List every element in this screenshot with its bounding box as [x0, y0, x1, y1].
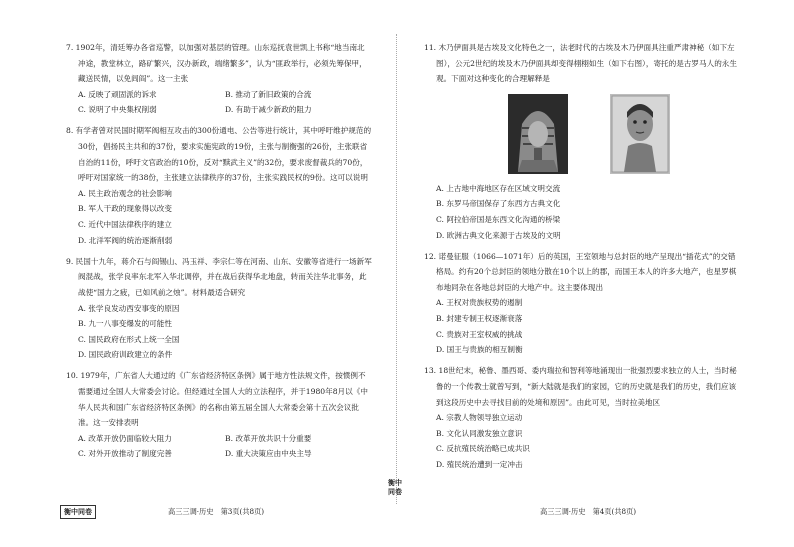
option-row [78, 102, 372, 118]
option-c: C. 国民政府在形式上统一全国 [78, 334, 180, 344]
center-seal: 衡中同卷 [388, 478, 402, 496]
option-c: C. 对外开放推动了制度完善 [78, 449, 172, 459]
question-stem: 10. 1979年，广东省人大通过的《广东省经济特区条例》属于地方性法规文件，按惯例不需要通过全国人大常委会讨论。但经通过全国人大的立法程序，并于1980年8月以《中华人民共和国广东省经济特区条例》的名称由第五届全国人大常委会第十五次会议批准。这一安排表明 [66, 371, 368, 428]
option-d: D. 国民政府训政建立的条件 [78, 350, 173, 360]
option-b: B. 九一八事变爆发的可能性 [78, 319, 172, 329]
option-d: D. 国王与贵族的相互制衡 [436, 345, 523, 355]
question-13 [424, 363, 742, 472]
option-c: C. 反抗殖民统治略已成共识 [436, 444, 530, 454]
option-row [78, 431, 372, 447]
question-stem: 11. 木乃伊面具是古埃及文化特色之一，法老时代的古埃及木乃伊面具注重严肃神秘（如下左图），公元2世纪的埃及木乃伊面具却变得栩栩如生（如下右图），寄托的是古罗马人的永生观。下面对这种变化的合理解释是 [424, 43, 737, 84]
mummy-mask-images [508, 94, 742, 174]
question-stem: 9. 民国十九年，蒋介石与阎锡山、冯玉祥、李宗仁等在河南、山东、安徽等省进行一场新军阀混战，张学良率东北军入华北调停，并在战后获得华北地盘，转而关注华北事务，此战使“国力之疲，已如风前之烛”。材料最适合研究 [66, 256, 372, 297]
question-stem: 13. 18世纪末，秘鲁、墨西哥、委内瑞拉和智利等地涌现出一批强烈要求独立的人士，当时秘鲁的一个传教士就曾写到，“新大陆就是我们的家园，它的历史就是我们的历史，我们应该到这段历史中去寻找目前的处境和原因”。由此可见，当时拉美地区 [424, 366, 737, 407]
option-b: B. 东罗马帝国保存了东西方古典文化 [436, 199, 561, 209]
right-page-number: 高三三调·历史 第4页(共8页) [540, 507, 637, 516]
question-stem: 12. 诺曼征服（1066—1071年）后的英国，王室领地与总封臣的地产呈现出“插花式”的交错格局。约有20个总封臣的领地分散在10个以上的郡，而国王本人的许多大地产，也星罗棋布地同杂在各地总封臣的大地产中。这主要体现出 [424, 251, 737, 292]
option-a: A. 张学良发动西安事变的原因 [78, 303, 180, 313]
option-d: D. 有助于减少新政的阻力 [225, 105, 312, 115]
option-d: D. 重大决策应由中央主导 [225, 449, 312, 459]
brand-tag: 衡中同卷 [60, 505, 96, 519]
option-c: C. 说明了中央集权削弱 [78, 105, 157, 115]
question-7 [66, 40, 372, 118]
question-8 [66, 123, 372, 248]
option-b: B. 文化认同激发独立意识 [436, 428, 523, 438]
question-stem: 8. 有学者曾对民国时期军阀相互攻击的300份通电、公告等进行统计，其中呼吁维护规范的30份，倡扬民主共和的37份，要求实施宪政的19份，主张与制衡强的26份，主张联省自治的11份，呼吁文官政治的10份，反对“黩武主义”的32份，要求废督裁兵的70份，呼吁对国家统一的38份，主张建立法律秩序的37份，主张实践民权的9份。这可以说明 [66, 126, 372, 183]
option-b: B. 推动了新旧政策的合流 [225, 89, 312, 99]
option-row [78, 446, 372, 462]
question-12 [424, 249, 742, 358]
option-c: C. 阿拉伯帝国是东西文化沟通的桥梁 [436, 214, 561, 224]
option-a: A. 宗教人物领导独立运动 [436, 413, 523, 423]
option-b: B. 封建专制王权逐渐衰落 [436, 314, 523, 324]
option-b: B. 军人干政的现象得以改变 [78, 204, 172, 214]
option-d: D. 殖民统治遭到一定冲击 [436, 459, 523, 469]
option-a: A. 改革开放仍面临较大阻力 [78, 433, 172, 443]
pharaoh-mask-image [508, 94, 568, 174]
question-10 [66, 368, 372, 462]
question-11 [424, 40, 742, 243]
option-a: A. 民主政治观念的社会影响 [78, 188, 172, 198]
left-page-number: 高三三调·历史 第3页(共8页) [168, 507, 265, 516]
option-d: D. 北洋军阀的统治逐渐削弱 [78, 235, 173, 245]
option-c: C. 近代中国法律秩序的建立 [78, 220, 172, 230]
question-stem: 7. 1902年，清廷筹办各省巡警，以加强对基层的管理。山东巡抚袁世凯上书称“地当南北冲途，教堂林立，路矿繁兴，汉办新政，端绪繁多”，认为“匪政举行，必须先筹保甲，藏送民情，以免闾阎”。这一主张 [66, 43, 367, 84]
option-c: C. 贵族对王室权威的挑战 [436, 329, 523, 339]
option-a: A. 反映了顽固派的诉求 [78, 89, 157, 99]
fayum-portrait-image [610, 94, 670, 174]
right-column [424, 40, 742, 472]
question-9 [66, 254, 372, 363]
option-a: A. 上古地中海地区存在区域文明交流 [436, 183, 561, 193]
option-b: B. 改革开放共识十分重要 [225, 433, 312, 443]
option-d: D. 欧洲古典文化来源于古埃及的文明 [436, 230, 561, 240]
option-a: A. 王权对贵族权势的遏制 [436, 298, 523, 308]
page-divider [396, 34, 397, 504]
option-row [78, 87, 372, 103]
left-column [66, 40, 372, 462]
